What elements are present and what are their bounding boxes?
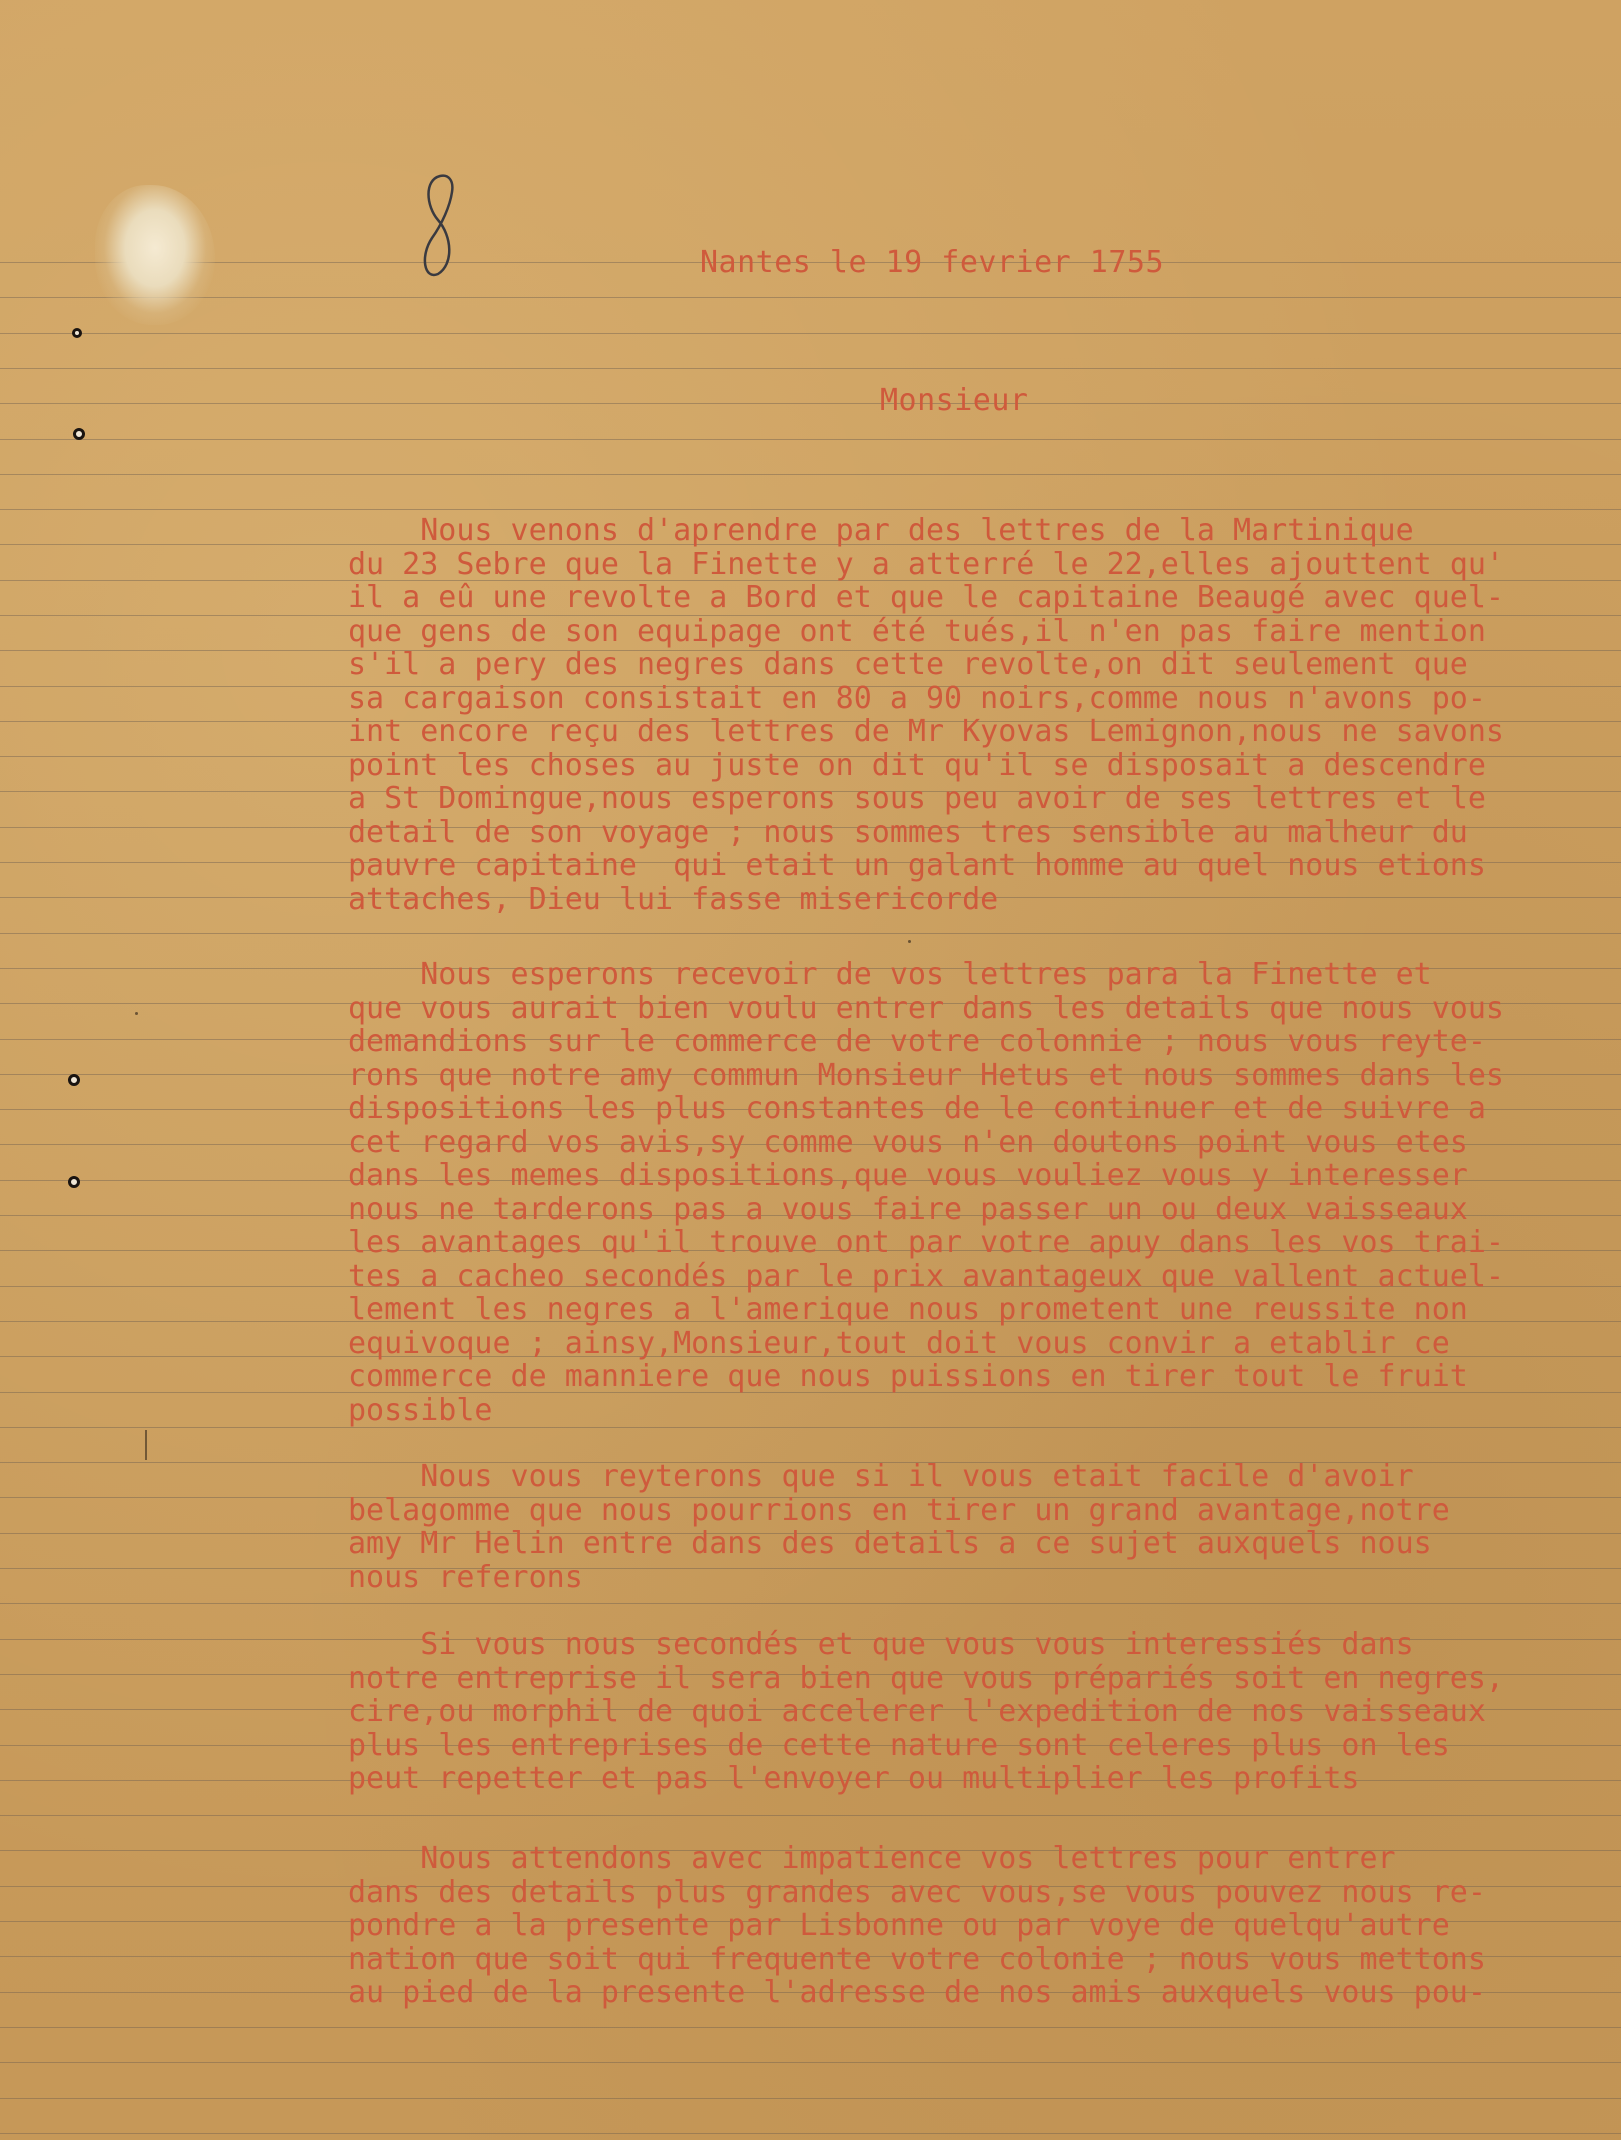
punch-hole [68,1176,80,1188]
text-line: pondre a la presente par Lisbonne ou par voye de quelqu'autre [348,1908,1450,1943]
text-line: amy Mr Helin entre dans des details a ce sujet auxquels nous [348,1526,1432,1561]
text-line: au pied de la presente l'adresse de nos amis auxquels vous pou- [348,1975,1486,2010]
punch-hole [73,428,85,440]
ink-speck [135,1012,138,1015]
text-line: int encore reçu des lettres de Mr Kyovas Lemignon,nous ne savons [348,714,1504,749]
ink-speck [908,940,911,943]
text-line: a St Domingue,nous esperons sous peu avoir de ses lettres et le [348,781,1486,816]
text-line: Nous esperons recevoir de vos lettres para la Finette et [348,957,1432,992]
text-line: s'il a pery des negres dans cette revolte,on dit seulement que [348,647,1468,682]
punch-hole [72,328,82,338]
text-line: sa cargaison consistait en 80 a 90 noirs,comme nous n'avons po- [348,680,1486,716]
text-line: nous referons [348,1559,583,1595]
punch-hole [68,1074,80,1086]
folio-number-handwritten [418,172,458,282]
text-line: nous ne tarderons pas a vous faire passer un ou deux vaisseaux [348,1191,1468,1227]
text-line: dispositions les plus constantes de le continuer et de suivre a [348,1091,1486,1126]
text-line: attaches, Dieu lui fasse misericorde [348,881,999,917]
text-line: cet regard vos avis,sy comme vous n'en doutons point vous etes [348,1124,1468,1160]
paragraph [348,958,1504,1427]
paragraph [348,1628,1504,1796]
paragraph [348,1460,1450,1594]
salutation: Monsieur [880,383,1029,418]
text-line: dans des details plus grandes avec vous,se vous pouvez nous re- [348,1874,1486,1910]
text-line: que gens de son equipage ont été tués,il n'en pas faire mention [348,613,1486,649]
text-line: rons que notre amy commun Monsieur Hetus et nous sommes dans les [348,1057,1504,1093]
text-line: notre entreprise il sera bien que vous prépariés soit en negres, [348,1660,1504,1696]
text-line: dans les memes dispositions,que vous vouliez vous y interesser [348,1158,1468,1193]
text-line: detail de son voyage ; nous sommes tres sensible au malheur du [348,814,1468,850]
text-line: possible [348,1392,493,1428]
text-line: point les choses au juste on dit qu'il se disposait a descendre [348,747,1486,783]
text-line: il a eû une revolte a Bord et que le capitaine Beaugé avec quel- [348,580,1504,615]
text-line: peut repetter et pas l'envoyer ou multiplier les profits [348,1761,1360,1796]
paper-stain [95,185,215,325]
text-line: Nous vous reyterons que si il vous etait facile d'avoir [348,1459,1414,1494]
text-line: tes a cacheo secondés par le prix avantageux que vallent actuel- [348,1258,1504,1294]
text-line: pauvre capitaine qui etait un galant homme au quel nous etions [348,848,1486,883]
text-line: demandions sur le commerce de votre colonnie ; nous vous reyte- [348,1024,1486,1059]
text-line: commerce de manniere que nous puissions en tirer tout le fruit [348,1359,1468,1394]
dateline: Nantes le 19 fevrier 1755 [700,245,1165,280]
text-line: lement les negres a l'amerique nous prometent une reussite non [348,1292,1468,1327]
text-line: Nous venons d'aprendre par des lettres de la Martinique [348,513,1414,548]
text-line: les avantages qu'il trouve ont par votre apuy dans les vos trai- [348,1225,1504,1260]
text-line: belagomme que nous pourrions en tirer un grand avantage,notre [348,1492,1450,1528]
paragraph [348,1842,1486,2010]
paragraph [348,514,1504,916]
text-line: equivoque ; ainsy,Monsieur,tout doit vous convir a etablir ce [348,1325,1450,1361]
text-line: Si vous nous secondés et que vous vous interessiés dans [348,1627,1414,1662]
margin-mark [145,1430,147,1460]
text-line: du 23 Sebre que la Finette y a atterré le 22,elles ajouttent qu' [348,546,1504,582]
text-line: que vous aurait bien voulu entrer dans les details que nous vous [348,990,1504,1026]
text-line: Nous attendons avec impatience vos lettres pour entrer [348,1841,1396,1876]
text-line: plus les entreprises de cette nature sont celeres plus on les [348,1727,1450,1763]
text-line: nation que soit qui frequente votre colonie ; nous vous mettons [348,1941,1486,1977]
text-line: cire,ou morphil de quoi accelerer l'expedition de nos vaisseaux [348,1694,1486,1729]
